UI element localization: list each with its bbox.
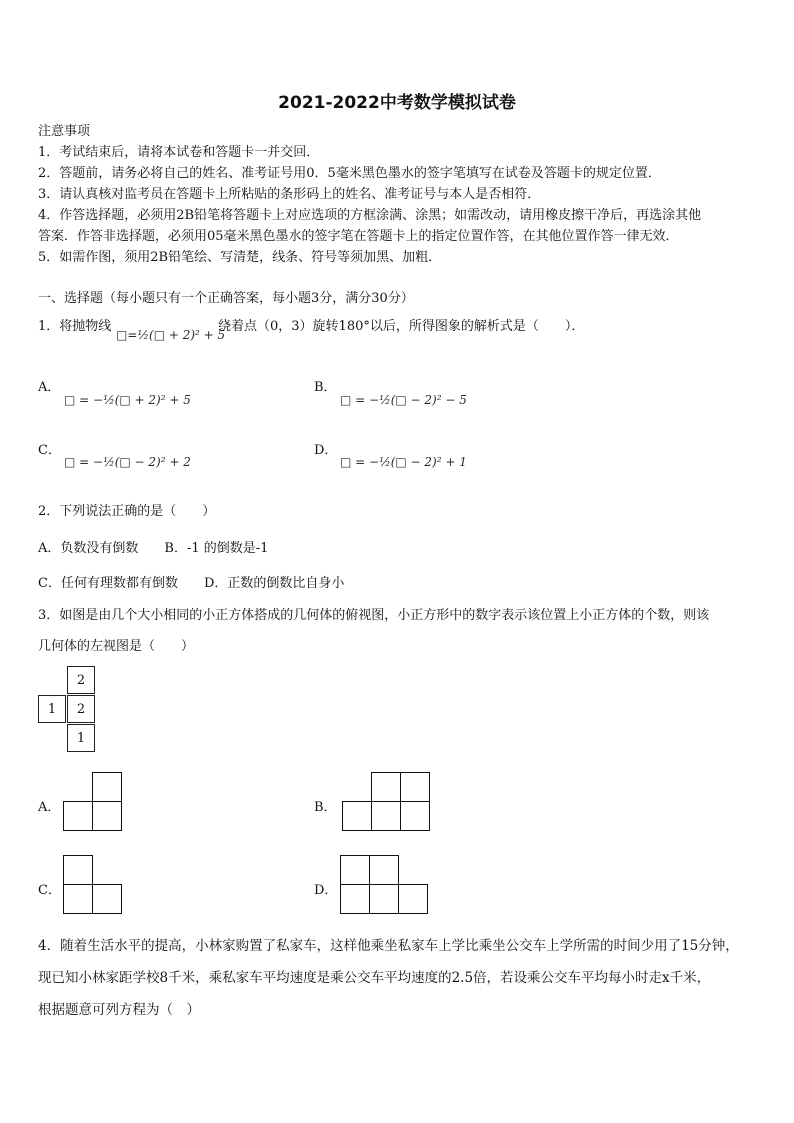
q2-options-ab: A．负数没有倒数 B．-1 的倒数是-1 [38,541,269,556]
cube-square [340,884,370,914]
cube-square [371,801,401,831]
q1-option-formula-d: □ = −½(□ − 2)² + 1 [340,455,467,469]
q1-option-formula-a: □ = −½(□ + 2)² + 5 [64,393,191,407]
q4-stem-line: 现已知小林家距学校8千米，乘私家车平均速度是乘公交车平均速度的2.5倍，若设乘公交车平均每小时走x千米， [38,970,711,986]
cube-square [400,772,430,802]
cube-square [340,855,370,885]
q1-option-label-d: D． [314,443,338,458]
grid-cell: 2 [67,666,95,694]
cube-square [371,772,401,802]
cube-square [342,801,372,831]
q1-option-label-c: C． [38,443,61,458]
q4-stem-line: 根据题意可列方程为（ ） [38,1002,200,1018]
notice-item: 3．请认真核对监考员在答题卡上所粘贴的条形码上的姓名、准考证号与本人是否相符． [38,187,541,202]
q3-stem: 3．如图是由几个大小相同的小正方体搭成的几何体的俯视图，小正方形中的数字表示该位置上小正方体的个数，则该 [38,608,710,623]
exam-title: 2021-2022中考数学模拟试卷 [278,93,516,113]
q1-option-formula-c: □ = −½(□ − 2)² + 2 [64,455,191,469]
q3-option-label-d: D． [314,883,338,898]
cube-square [398,884,428,914]
notice-item: 2．答题前，请务必将自己的姓名、准考证号用0．5毫米黑色墨水的签字笔填写在试卷及答题卡的规定位置． [38,166,661,181]
section-heading: 一、选择题（每小题只有一个正确答案，每小题3分，满分30分） [38,291,414,306]
cube-square [63,801,93,831]
notice-item: 答案．作答非选择题，必须用05毫米黑色墨水的签字笔在答题卡上的指定位置作答，在其他位置作答一律无效． [38,229,679,244]
q3-option-label-a: A． [38,800,61,815]
cube-square [92,884,122,914]
q2-stem: 2．下列说法正确的是（ ） [38,504,216,519]
q3-stem: 几何体的左视图是（ ） [38,639,195,654]
q1-option-label-a: A． [38,380,61,395]
q3-option-label-c: C． [38,883,61,898]
q1-option-formula-b: □ = −½(□ − 2)² − 5 [340,393,467,407]
notice-item: 5．如需作图，须用2B铅笔绘、写清楚，线条、符号等须加黑、加粗． [38,250,442,265]
grid-cell: 1 [67,724,95,752]
notice-heading: 注意事项 [38,124,91,139]
q2-options-cd: C．任何有理数都有倒数 D．正数的倒数比自身小 [38,576,345,591]
cube-square [400,801,430,831]
cube-square [63,884,93,914]
cube-square [369,855,399,885]
grid-cell: 1 [38,695,66,723]
cube-square [63,855,93,885]
notice-item: 1．考试结束后，请将本试卷和答题卡一并交回． [38,145,320,160]
q3-option-label-b: B． [314,800,337,815]
q1-formula: □=½(□ + 2)² + 5 [116,328,226,342]
cube-square [369,884,399,914]
cube-square [92,801,122,831]
q1-suffix: 绕着点（0，3）旋转180°以后，所得图象的解析式是（ ）． [218,319,585,334]
q4-stem-line: 4．随着生活水平的提高，小林家购置了私家车，这样他乘坐私家车上学比乘坐公交车上学所需的时间少用了15分钟， [38,938,739,954]
grid-cell: 2 [67,695,95,723]
notice-item: 4．作答选择题，必须用2B铅笔将答题卡上对应选项的方框涂满、涂黑；如需改动，请用橡皮擦干净后，再选涂其他 [38,208,702,223]
q1-prefix: 1．将抛物线 [38,319,112,334]
cube-square [92,772,122,802]
q1-option-label-b: B． [314,380,337,395]
